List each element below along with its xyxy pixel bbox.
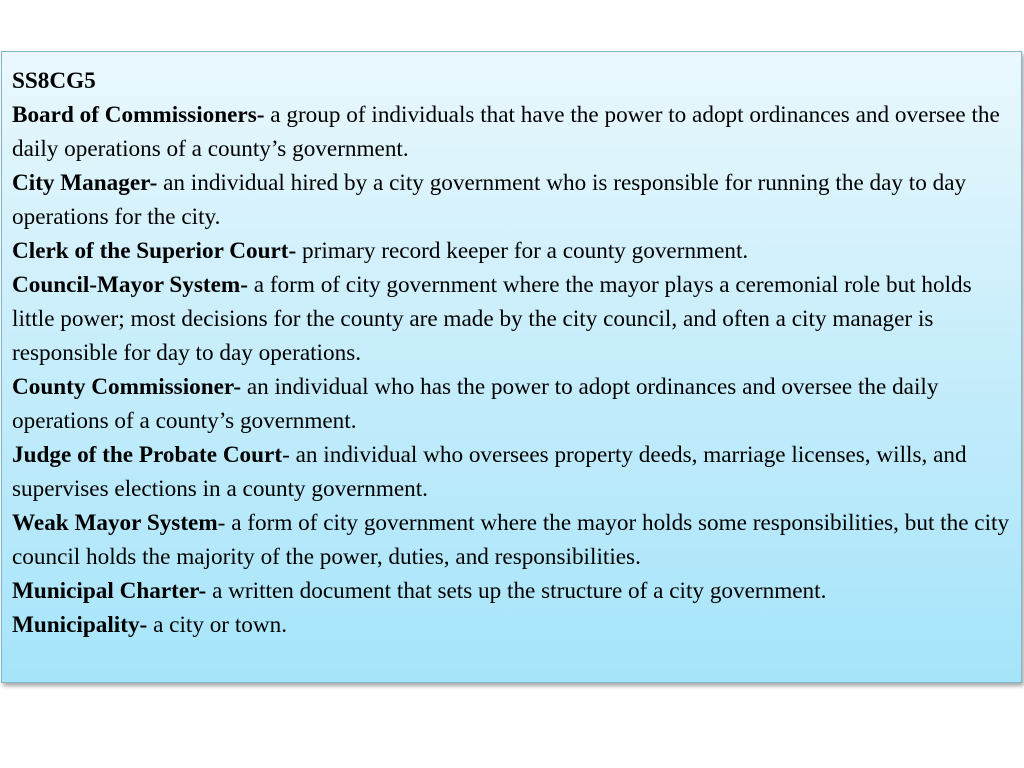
- glossary-textbox: [1, 51, 1022, 683]
- glossary-definition: a form of city government where the mayor plays a ceremonial role but holds little power; most decisions for the county are made by the city council, and often a city manager is responsible for day to day operations.: [12, 272, 972, 366]
- glossary-entry-county-commissioner: [12, 370, 1011, 438]
- glossary-entry-council-mayor-system: [12, 268, 1011, 370]
- glossary-term: Weak Mayor System: [12, 510, 218, 536]
- glossary-entry-city-manager: [12, 166, 1011, 234]
- glossary-entry-municipality: [12, 608, 1011, 642]
- standard-code: SS8CG5: [12, 68, 96, 94]
- glossary-term: Council-Mayor System-: [12, 272, 248, 298]
- glossary-definition: - a form of city government where the mayor holds some responsibilities, but the city council holds the majority of the power, duties, and responsibilities.: [12, 510, 1010, 570]
- glossary-definition: an individual who has the power to adopt ordinances and oversee the daily operations of a county’s government.: [12, 374, 939, 434]
- glossary-content: [12, 64, 1011, 642]
- glossary-term: Judge of the Probate Court: [12, 442, 283, 468]
- glossary-definition: a group of individuals that have the power to adopt ordinances and oversee the daily operations of a county’s government.: [12, 102, 1000, 162]
- glossary-entry-municipal-charter: [12, 574, 1011, 608]
- glossary-term: Clerk of the Superior Court-: [12, 238, 297, 264]
- glossary-entry-clerk-superior-court: [12, 234, 1011, 268]
- glossary-entry-judge-probate-court: [12, 438, 1011, 506]
- glossary-term: City Manager-: [12, 170, 158, 196]
- glossary-definition: an individual hired by a city government who is responsible for running the day to day operations for the city.: [12, 170, 967, 230]
- glossary-definition: a written document that sets up the structure of a city government.: [206, 578, 827, 604]
- glossary-term: Municipality-: [12, 612, 148, 638]
- glossary-definition: primary record keeper for a county government.: [296, 238, 749, 264]
- glossary-term: Municipal Charter-: [12, 578, 207, 604]
- glossary-entry-weak-mayor-system: [12, 506, 1011, 574]
- glossary-term: Board of Commissioners-: [12, 102, 265, 128]
- glossary-definition: - an individual who oversees property deeds, marriage licenses, wills, and supervises elections in a county government.: [12, 442, 967, 502]
- glossary-entry-board-of-commissioners: [12, 98, 1011, 166]
- glossary-definition: a city or town.: [147, 612, 288, 638]
- glossary-term: County Commissioner-: [12, 374, 242, 400]
